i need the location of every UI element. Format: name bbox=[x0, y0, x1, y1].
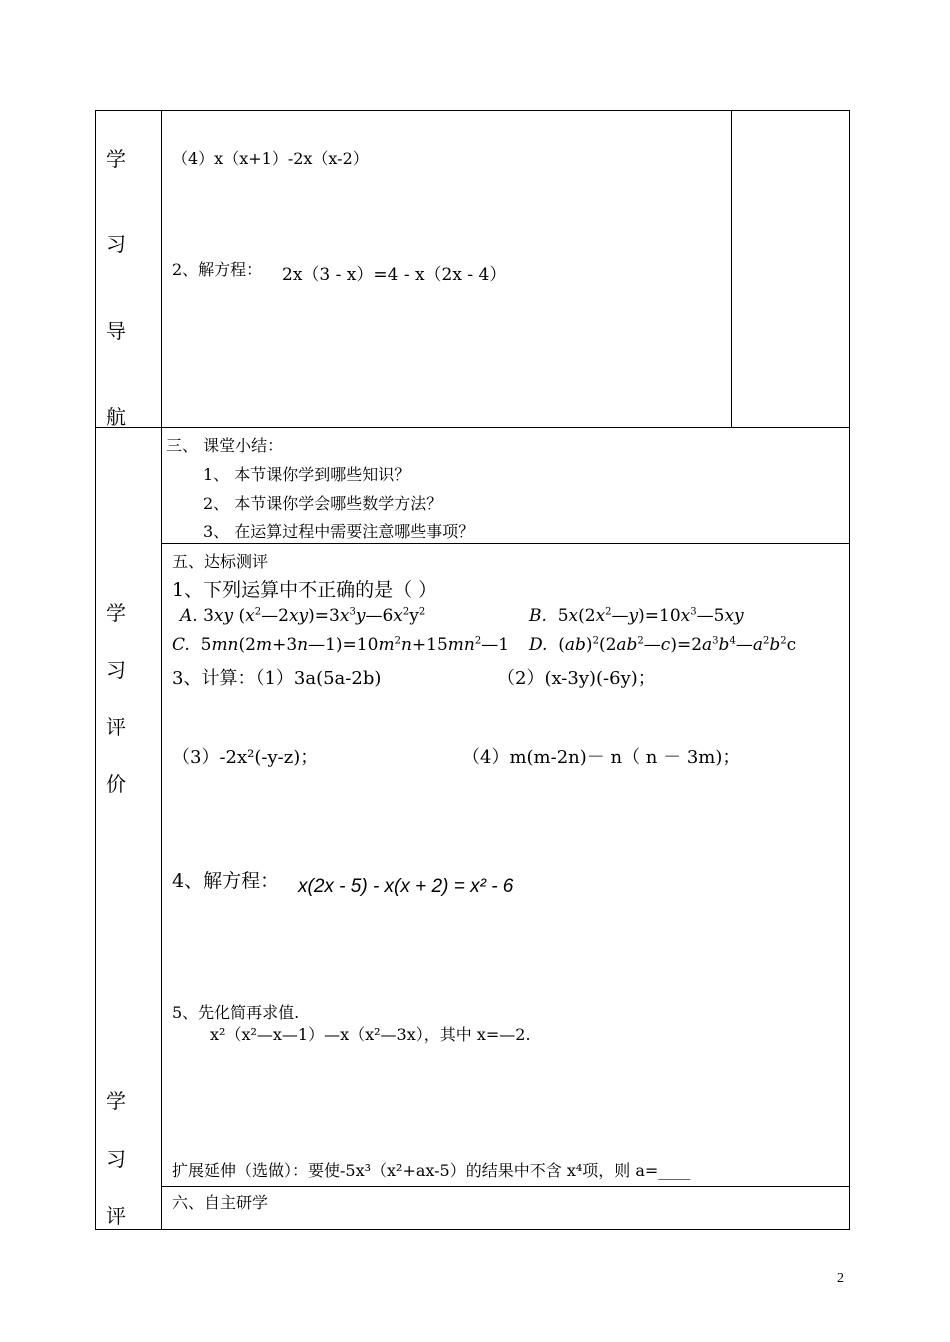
side-char-3: 导 bbox=[106, 319, 126, 343]
question-1: 1、下列运算中不正确的是（ ） bbox=[172, 579, 438, 601]
side-char-7: 评 bbox=[106, 715, 126, 739]
summary-item-3: 3、 在运算过程中需要注意哪些事项？ bbox=[203, 522, 475, 541]
side-char-6: 习 bbox=[106, 658, 126, 682]
equation-body: 2x（3 - x）=4 - x（2x - 4） bbox=[282, 265, 507, 285]
question-5-expression: x²（x²—x—1）—x（x²—3x），其中 x=—2. bbox=[210, 1025, 531, 1044]
table-left-border bbox=[95, 110, 96, 1230]
table-bottom-border bbox=[95, 1229, 850, 1230]
table-right-border bbox=[849, 110, 850, 1230]
row-divider-1 bbox=[95, 427, 850, 428]
question-3-part-4: （4）m(m-2n)－ n（ n － 3m)； bbox=[462, 747, 741, 768]
option-d: D. $(ab)^2(2ab^2—c)=2a^3b^4—a^2b^2c$ bbox=[529, 635, 797, 655]
page-number: 2 bbox=[837, 1271, 844, 1286]
self-study-heading: 六、自主研学 bbox=[172, 1193, 269, 1212]
option-b-label: B. bbox=[529, 606, 547, 626]
summary-heading: 三、 课堂小结： bbox=[166, 436, 284, 455]
summary-item-1: 1、 本节课你学到哪些知识？ bbox=[203, 465, 411, 484]
extension-question: 扩展延伸（选做）：要使-5x³（x²+ax-5）的结果中不含 x⁴项，则 a=____ bbox=[172, 1161, 691, 1180]
equation-label: 2、解方程： bbox=[172, 260, 263, 279]
side-char-8: 价 bbox=[106, 772, 126, 796]
question-3: 3、计算：（1）3a(5a-2b) bbox=[172, 668, 382, 689]
option-b: B. $5x(2x^2—y)=10x^3—5xy$ bbox=[529, 606, 744, 626]
option-a-label: A. bbox=[180, 606, 198, 626]
row-divider-2 bbox=[161, 543, 850, 544]
side-char-5: 学 bbox=[106, 601, 126, 625]
option-c-label: C. bbox=[172, 635, 190, 655]
question-3-part-2: （2）(x-3y)(-6y)； bbox=[497, 668, 656, 689]
notes-column-divider bbox=[731, 110, 732, 428]
summary-item-2: 2、 本节课你学会哪些数学方法？ bbox=[203, 494, 443, 513]
side-char-4: 航 bbox=[106, 405, 126, 429]
option-c: C. $5mn(2m+3n—1)=10m^2n+15mn^2—1$ bbox=[172, 635, 510, 655]
question-3-part-3: （3）-2x²(-y-z)； bbox=[172, 747, 319, 768]
option-a: A. 3xy $(x^2—2xy)=3x^3y—6x^2y^2$ bbox=[180, 606, 426, 626]
side-char-9: 学 bbox=[106, 1089, 126, 1113]
option-d-label: D. bbox=[529, 635, 548, 655]
question-4-label: 4、解方程： bbox=[172, 870, 280, 892]
exercise-item-4: （4）x（x+1）-2x（x-2） bbox=[172, 149, 369, 168]
question-4-equation: x(2x - 5) - x(x + 2) = x² - 6 bbox=[298, 876, 514, 897]
label-column-divider bbox=[161, 110, 162, 1230]
table-top-border bbox=[95, 110, 850, 111]
side-char-1: 学 bbox=[106, 147, 126, 171]
side-char-10: 习 bbox=[106, 1147, 126, 1171]
side-char-11: 评 bbox=[106, 1204, 126, 1228]
assessment-heading: 五、达标测评 bbox=[172, 552, 269, 571]
question-5: 5、先化简再求值. bbox=[172, 1003, 300, 1022]
side-char-2: 习 bbox=[106, 232, 126, 256]
row-divider-3 bbox=[161, 1186, 850, 1187]
